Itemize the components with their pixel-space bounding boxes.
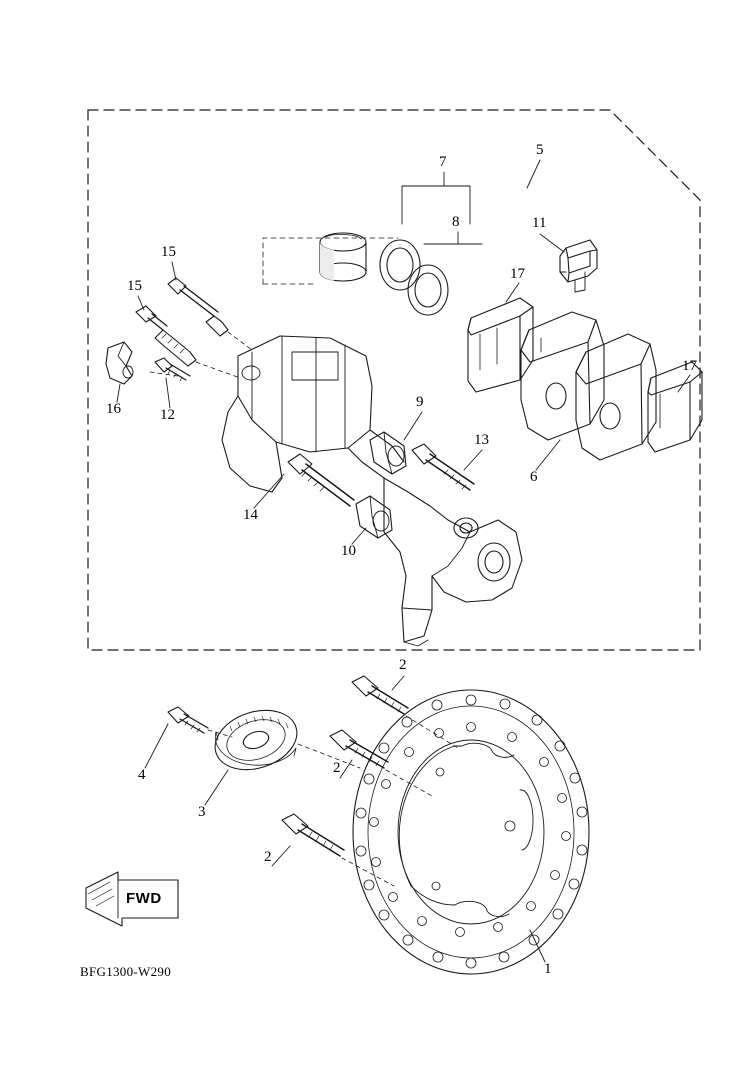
callout-16: 16 [106,401,121,417]
slide-pin-lower [136,306,196,366]
pin-bolt-small [155,358,190,381]
piston-shading [320,242,334,281]
bleed-screw-cap [560,240,597,292]
callout-8: 8 [452,214,460,230]
callout-leaders [117,160,690,962]
callout-12: 12 [160,407,175,423]
callout-10: 10 [341,543,356,559]
callout-3: 3 [198,804,206,820]
callout-11: 11 [532,215,547,231]
fwd-direction-label: FWD [126,890,162,907]
callout-17b: 17 [682,358,697,374]
callout-2c: 2 [264,849,272,865]
callout-15b: 15 [127,278,142,294]
callout-14: 14 [243,507,258,523]
callout-4: 4 [138,767,146,783]
callout-5: 5 [536,142,544,158]
callout-17a: 17 [510,266,525,282]
callout-6: 6 [530,469,538,485]
sensor-bolt [168,707,208,733]
brake-disc [353,690,589,974]
callout-15a: 15 [161,244,176,260]
caliper-bracket [384,478,522,646]
abs-sensor-rotor [207,700,304,779]
callout-9: 9 [416,394,424,410]
callout-7: 7 [439,154,447,170]
piston-seal-1 [380,240,420,290]
callout-13: 13 [474,432,489,448]
callout-2a: 2 [399,657,407,673]
slide-pin-upper [168,278,228,336]
slide-pin-bolt [412,444,474,490]
callout-2b: 2 [333,760,341,776]
assembly-group-boundary [88,110,700,650]
disc-bolt-3 [282,814,344,856]
bolt-alignment-guides [342,716,458,886]
callout-1: 1 [544,961,552,977]
slide-pin-boot-upper [370,432,406,474]
slide-pin-boot-lower [356,496,392,538]
slide-pin-long [288,454,354,506]
pin-clip [106,342,133,384]
part-code-label: BFG1300-W290 [80,964,171,979]
piston-seal-2 [408,265,448,315]
